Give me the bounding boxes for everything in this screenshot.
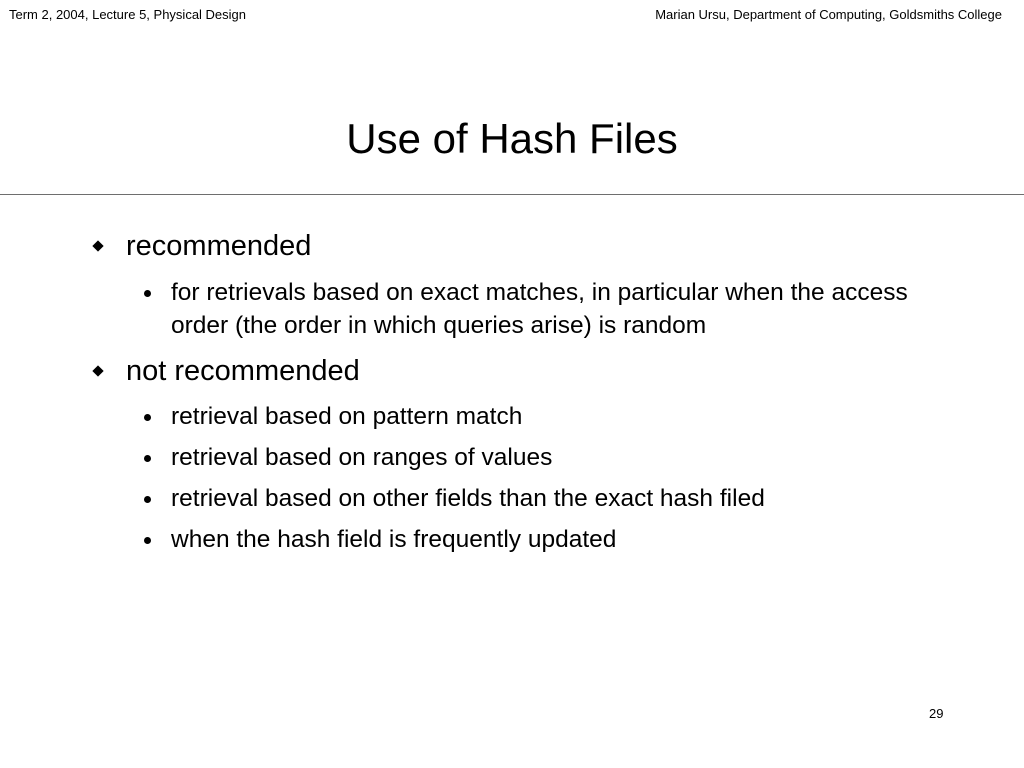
sub-bullet-text: retrieval based on pattern match xyxy=(171,403,523,430)
sub-bullet-text: retrieval based on other fields than the exact hash filed xyxy=(171,485,765,512)
bullet-label: recommended xyxy=(126,230,312,262)
diamond-bullet-icon xyxy=(92,240,103,251)
title-divider xyxy=(0,194,1024,195)
diamond-bullet-icon xyxy=(92,365,103,376)
round-bullet-icon xyxy=(144,537,151,544)
page-number: 29 xyxy=(929,706,944,721)
round-bullet-icon xyxy=(144,290,151,297)
slide-title: Use of Hash Files xyxy=(346,115,678,162)
round-bullet-icon xyxy=(144,455,151,462)
sub-bullet-text: for retrievals based on exact matches, in particular when the access order (the order in which queries arise) is random xyxy=(171,279,908,339)
round-bullet-icon xyxy=(144,414,151,421)
sub-bullet-text: when the hash field is frequently updated xyxy=(171,526,617,553)
sub-bullet-text: retrieval based on ranges of values xyxy=(171,444,553,471)
header-right: Marian Ursu, Department of Computing, Goldsmiths College xyxy=(655,7,1002,22)
bullet-label: not recommended xyxy=(126,355,360,387)
round-bullet-icon xyxy=(144,496,151,503)
header-left: Term 2, 2004, Lecture 5, Physical Design xyxy=(9,7,247,22)
